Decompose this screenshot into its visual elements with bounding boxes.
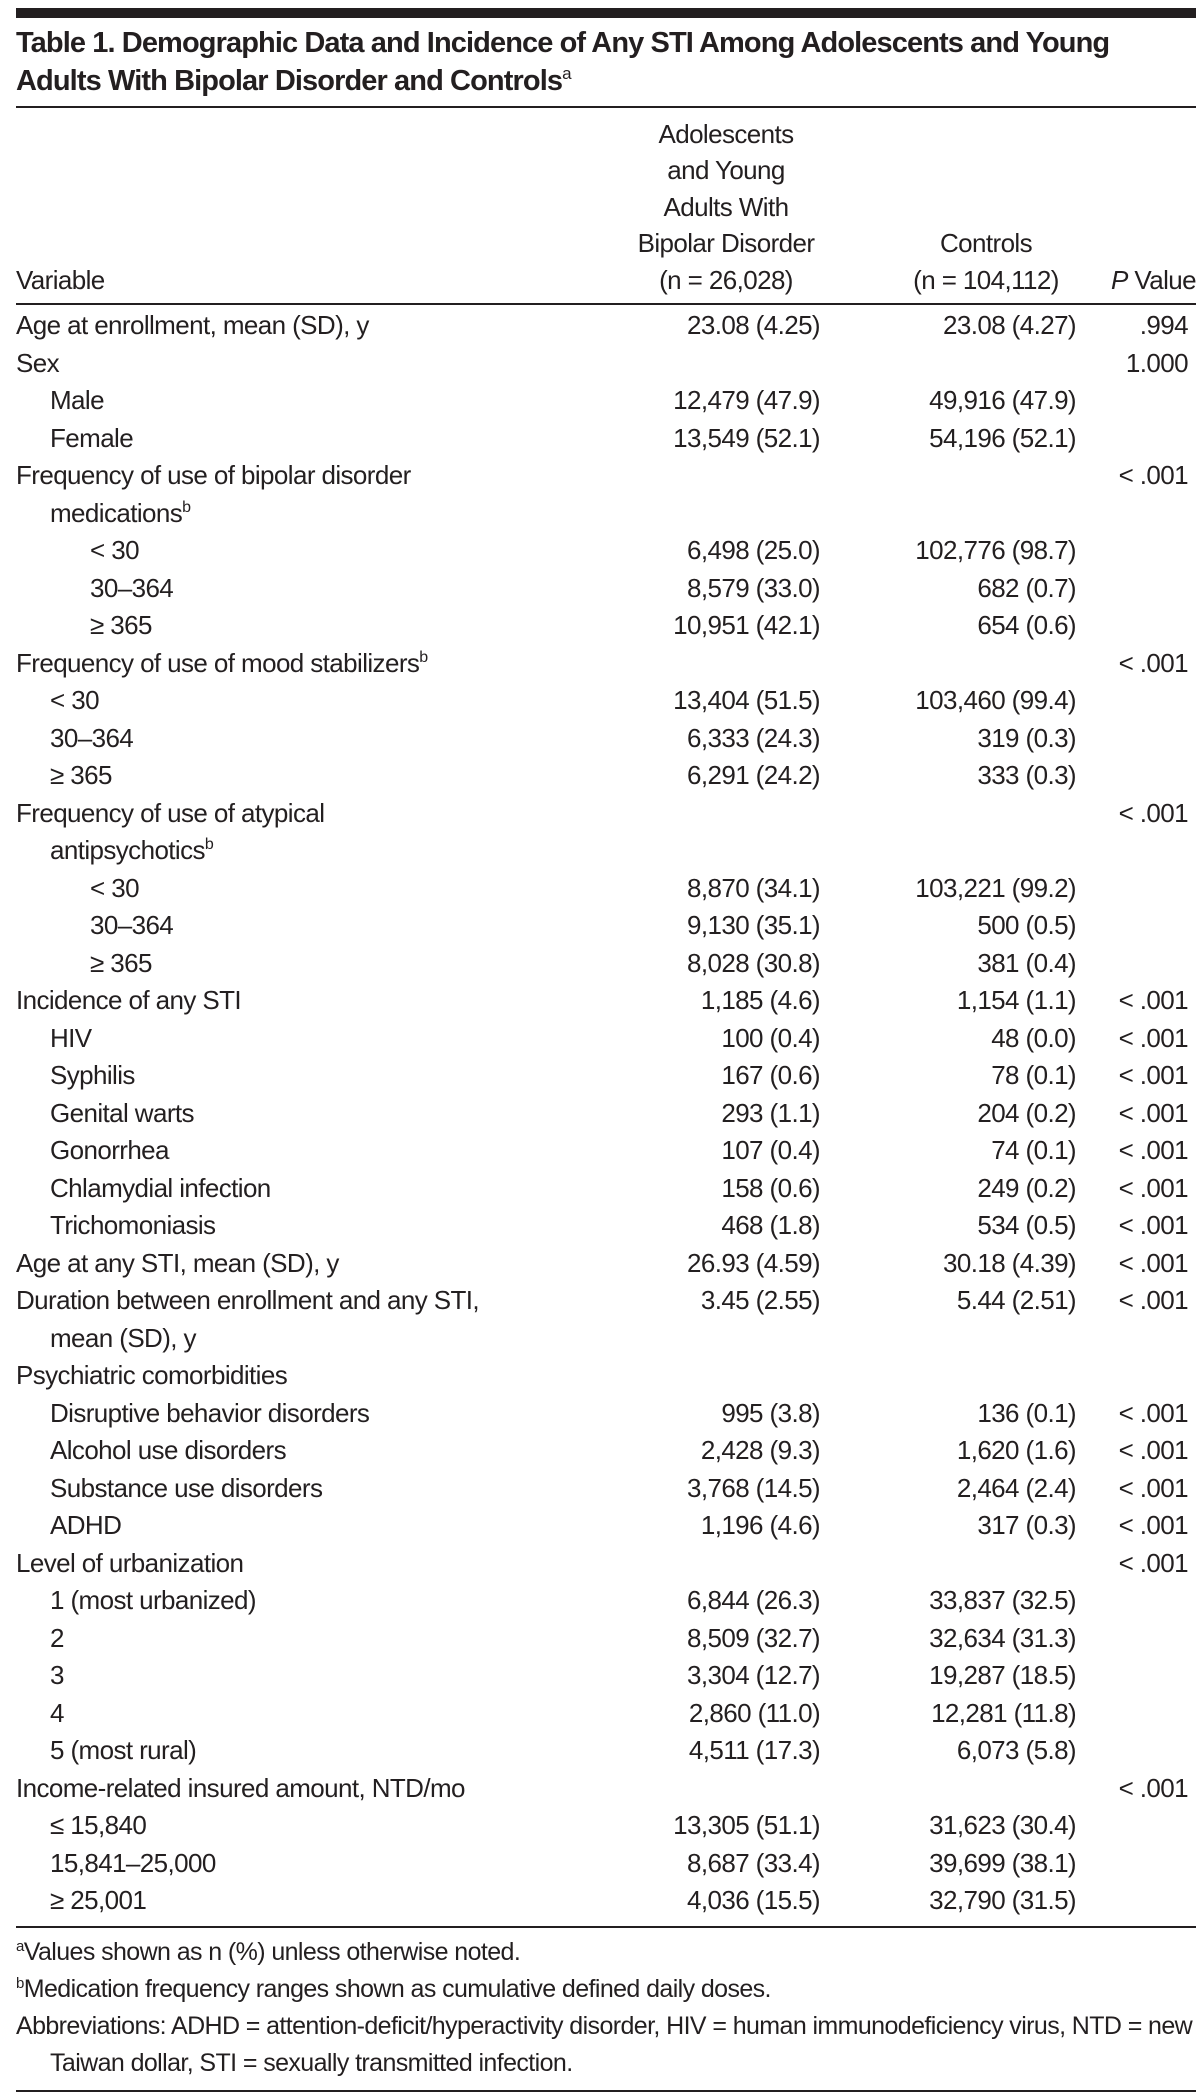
table-row	[16, 757, 1196, 795]
table-row	[16, 1395, 1196, 1433]
row-label	[16, 1507, 610, 1545]
row-label-text: 1 (most urbanized)	[50, 1585, 256, 1615]
controls-value: 1,154 (1.1)	[956, 985, 1076, 1015]
footnote-mark: b	[182, 498, 191, 516]
row-label	[16, 1432, 610, 1470]
row-label-text: Disruptive behavior disorders	[50, 1397, 370, 1428]
row-label	[16, 1020, 610, 1058]
row-label-text: Alcohol use disorders	[50, 1435, 286, 1465]
row-label-text: 5 (most rural)	[50, 1735, 197, 1765]
bipolar-value: 2,860 (11.0)	[688, 1697, 820, 1728]
table-row	[16, 1882, 1196, 1920]
header-controls	[876, 225, 1096, 298]
controls-value: 31,623 (30.4)	[929, 1810, 1076, 1840]
controls-value: 500 (0.5)	[977, 910, 1076, 940]
row-label-text: 4	[50, 1697, 64, 1728]
table-row	[16, 1845, 1196, 1883]
controls-value: 39,699 (38.1)	[929, 1847, 1076, 1878]
row-label-text: Frequency of use of mood stabilizers	[16, 647, 420, 678]
footnote-mark: a	[16, 1937, 24, 1955]
footnotes	[16, 1934, 1196, 2082]
controls-value: 317 (0.3)	[977, 1510, 1076, 1540]
controls-value: 249 (0.2)	[977, 1172, 1076, 1203]
row-label-text: 30–364	[90, 572, 174, 603]
row-label	[16, 1620, 610, 1658]
header-p-italic: P	[1111, 264, 1128, 295]
row-label-text: Age at any STI, mean (SD), y	[16, 1247, 339, 1278]
controls-value: 654 (0.6)	[977, 610, 1076, 640]
row-label-text: ≥ 365	[50, 760, 112, 790]
row-label-text: Substance use disorders	[50, 1472, 323, 1503]
table-row	[16, 1282, 1196, 1357]
p-value: < .001	[1118, 460, 1188, 490]
controls-value: 6,073 (5.8)	[956, 1735, 1076, 1765]
header-variable: Variable	[16, 264, 105, 295]
table-row	[16, 1470, 1196, 1508]
controls-value: 333 (0.3)	[977, 760, 1076, 790]
title-rule	[16, 106, 1196, 108]
row-label-text: Female	[50, 422, 134, 453]
top-bar	[16, 8, 1196, 18]
row-label	[16, 1882, 610, 1920]
row-label-text: < 30	[50, 685, 99, 715]
controls-value: 48 (0.0)	[991, 1022, 1076, 1053]
row-label	[16, 1095, 610, 1133]
row-label	[16, 1057, 610, 1095]
row-label	[16, 1695, 610, 1733]
table-row	[16, 1020, 1196, 1058]
row-label-text: ADHD	[50, 1510, 122, 1540]
bipolar-value: 2,428 (9.3)	[700, 1435, 820, 1465]
row-label	[16, 1207, 610, 1245]
table-row	[16, 1357, 1196, 1395]
table-row	[16, 1807, 1196, 1845]
row-label	[16, 1245, 576, 1283]
table-row	[16, 607, 1196, 645]
p-value: 1.000	[1125, 347, 1188, 378]
bipolar-value: 4,511 (17.3)	[688, 1735, 820, 1765]
controls-value: 682 (0.7)	[977, 572, 1076, 603]
bipolar-value: 158 (0.6)	[721, 1172, 820, 1203]
bipolar-value: 3,768 (14.5)	[686, 1472, 820, 1503]
footnote-mark: b	[419, 648, 428, 666]
p-value: < .001	[1118, 1435, 1188, 1465]
row-label-text: mean (SD), y	[50, 1322, 196, 1353]
table-row	[16, 907, 1196, 945]
row-label	[16, 1545, 576, 1583]
row-label	[16, 1470, 610, 1508]
bipolar-value: 8,687 (33.4)	[686, 1847, 820, 1878]
row-label	[16, 345, 576, 383]
row-label-text: Income-related insured amount, NTD/mo	[16, 1772, 465, 1803]
bipolar-value: 468 (1.8)	[721, 1210, 820, 1240]
table-body	[16, 307, 1196, 1920]
header-bipolar	[596, 116, 856, 299]
bipolar-value: 26.93 (4.59)	[686, 1247, 820, 1278]
bipolar-value: 9,130 (35.1)	[686, 910, 820, 940]
controls-value: 74 (0.1)	[991, 1135, 1076, 1165]
p-value: < .001	[1118, 647, 1188, 678]
row-label-text: Chlamydial infection	[50, 1172, 271, 1203]
row-label-text: medications	[50, 497, 183, 528]
bipolar-value: 6,291 (24.2)	[686, 760, 820, 790]
table-row	[16, 1132, 1196, 1170]
table-row	[16, 682, 1196, 720]
table-row	[16, 1507, 1196, 1545]
row-label	[16, 720, 610, 758]
row-label	[16, 1845, 610, 1883]
row-label-text: 3	[50, 1660, 64, 1690]
table-row	[16, 1770, 1196, 1808]
bipolar-value: 107 (0.4)	[721, 1135, 820, 1165]
bipolar-value: 3,304 (12.7)	[686, 1660, 820, 1690]
controls-value: 1,620 (1.6)	[956, 1435, 1076, 1465]
controls-value: 136 (0.1)	[977, 1397, 1076, 1428]
bipolar-value: 6,333 (24.3)	[686, 722, 820, 753]
row-label-text: Trichomoniasis	[50, 1210, 216, 1240]
bipolar-value: 8,579 (33.0)	[686, 572, 820, 603]
row-label-continuation	[16, 495, 576, 533]
controls-value: 49,916 (47.9)	[929, 385, 1076, 415]
footnote-mark: b	[204, 836, 214, 854]
row-label-text: ≥ 365	[90, 610, 152, 640]
row-label	[16, 307, 576, 345]
p-value: < .001	[1118, 1097, 1188, 1128]
table-row	[16, 307, 1196, 345]
table-row	[16, 1432, 1196, 1470]
row-label	[16, 757, 610, 795]
bipolar-value: 8,870 (34.1)	[686, 872, 820, 903]
row-label-text: Syphilis	[50, 1060, 135, 1090]
p-value: < .001	[1118, 797, 1188, 828]
row-label-text: Incidence of any STI	[16, 985, 242, 1015]
table-row	[16, 1620, 1196, 1658]
row-label	[16, 1582, 610, 1620]
table-row	[16, 1732, 1196, 1770]
row-label-text: 2	[50, 1622, 64, 1653]
footnote-text: Medication frequency ranges shown as cumulative defined daily doses.	[23, 1975, 771, 2003]
row-label	[16, 1395, 610, 1433]
row-label	[16, 907, 650, 945]
controls-value: 54,196 (52.1)	[929, 422, 1076, 453]
row-label-text: Age at enrollment, mean (SD), y	[16, 310, 369, 340]
controls-value: 102,776 (98.7)	[915, 535, 1076, 565]
p-value: < .001	[1118, 1135, 1188, 1165]
header-line: (n = 26,028)	[659, 264, 793, 295]
row-label	[16, 682, 610, 720]
p-value: < .001	[1118, 1060, 1188, 1090]
controls-value: 2,464 (2.4)	[956, 1472, 1076, 1503]
row-label-continuation	[16, 832, 576, 870]
table-row	[16, 720, 1196, 758]
row-label-text: 30–364	[90, 910, 174, 940]
table-row	[16, 457, 1196, 532]
table-row	[16, 382, 1196, 420]
table-title	[16, 24, 1196, 100]
p-value: .994	[1139, 310, 1188, 340]
row-label-text: Gonorrhea	[50, 1135, 169, 1165]
row-label-text: antipsychotics	[50, 835, 205, 865]
table-row	[16, 1657, 1196, 1695]
p-value: < .001	[1118, 1247, 1188, 1278]
bipolar-value: 12,479 (47.9)	[673, 385, 820, 415]
p-value: < .001	[1118, 1472, 1188, 1503]
table-row	[16, 645, 1196, 683]
bipolar-value: 1,185 (4.6)	[700, 985, 820, 1015]
footnote-a	[16, 1934, 1196, 1971]
row-label-text: ≥ 25,001	[50, 1885, 147, 1915]
footnote-text: Values shown as n (%) unless otherwise noted.	[23, 1938, 521, 1966]
table-row	[16, 1207, 1196, 1245]
table-header	[16, 116, 1196, 302]
header-line: Controls	[939, 228, 1032, 258]
table-row	[16, 345, 1196, 383]
table-row	[16, 1582, 1196, 1620]
p-value: < .001	[1118, 985, 1188, 1015]
title-footnote-mark: a	[562, 64, 571, 84]
table-row	[16, 982, 1196, 1020]
p-value: < .001	[1118, 1172, 1188, 1203]
controls-value: 534 (0.5)	[977, 1210, 1076, 1240]
controls-value: 23.08 (4.27)	[942, 310, 1076, 340]
p-value: < .001	[1118, 1547, 1188, 1578]
row-label	[16, 645, 576, 683]
row-label	[16, 795, 576, 870]
header-line: Adults With	[663, 191, 789, 222]
controls-value: 30.18 (4.39)	[942, 1247, 1076, 1278]
bipolar-value: 167 (0.6)	[721, 1060, 820, 1090]
row-label-text: Frequency of use of bipolar disorder	[16, 460, 411, 490]
bipolar-value: 13,305 (51.1)	[673, 1810, 820, 1840]
header-line: Bipolar Disorder	[637, 228, 815, 258]
bipolar-value: 8,028 (30.8)	[686, 947, 820, 978]
bipolar-value: 3.45 (2.55)	[700, 1285, 820, 1315]
row-label-text: HIV	[50, 1022, 92, 1053]
bipolar-value: 6,844 (26.3)	[686, 1585, 820, 1615]
header-line: (n = 104,112)	[913, 264, 1059, 295]
row-label	[16, 945, 650, 983]
bipolar-value: 4,036 (15.5)	[686, 1885, 820, 1915]
row-label	[16, 457, 576, 532]
row-label-text: Psychiatric comorbidities	[16, 1360, 288, 1390]
bipolar-value: 23.08 (4.25)	[686, 310, 820, 340]
p-value: < .001	[1118, 1397, 1188, 1428]
row-label-text: Male	[50, 385, 104, 415]
row-label-continuation	[16, 1320, 576, 1358]
row-label-text: ≥ 365	[90, 947, 152, 978]
header-line: Adolescents	[658, 118, 794, 149]
header-p-value	[1111, 262, 1196, 299]
p-value: < .001	[1118, 1510, 1188, 1540]
p-value: < .001	[1118, 1210, 1188, 1240]
row-label	[16, 570, 650, 608]
p-value: < .001	[1118, 1022, 1188, 1053]
row-label	[16, 607, 650, 645]
table-row	[16, 1545, 1196, 1583]
bipolar-value: 8,509 (32.7)	[686, 1622, 820, 1653]
row-label	[16, 1770, 576, 1808]
table-row	[16, 1695, 1196, 1733]
row-label-text: 30–364	[50, 722, 134, 753]
header-rule	[16, 303, 1196, 305]
controls-value: 33,837 (32.5)	[929, 1585, 1076, 1615]
row-label	[16, 982, 576, 1020]
row-label-text: Level of urbanization	[16, 1547, 244, 1578]
row-label	[16, 870, 650, 908]
controls-value: 381 (0.4)	[977, 947, 1076, 978]
title-text: Table 1. Demographic Data and Incidence of Any STI Among Adolescents and Young Adults With Bipolar Disorder and Controls	[16, 27, 1110, 97]
p-value: < .001	[1118, 1285, 1188, 1315]
row-label	[16, 1807, 610, 1845]
table-row	[16, 420, 1196, 458]
row-label-text: < 30	[90, 535, 139, 565]
row-label-text: ≤ 15,840	[50, 1810, 147, 1840]
table-row	[16, 1170, 1196, 1208]
controls-value: 78 (0.1)	[991, 1060, 1076, 1090]
row-label-text: < 30	[90, 872, 139, 903]
table-row	[16, 870, 1196, 908]
row-label	[16, 420, 610, 458]
bipolar-value: 293 (1.1)	[721, 1097, 820, 1128]
p-value: < .001	[1118, 1772, 1188, 1803]
row-label	[16, 382, 610, 420]
row-label-text: 15,841–25,000	[50, 1847, 216, 1878]
table-row	[16, 570, 1196, 608]
controls-value: 103,221 (99.2)	[915, 872, 1076, 903]
table-row	[16, 795, 1196, 870]
row-label-text: Frequency of use of atypical	[16, 797, 325, 828]
header-p-rest: Value	[1127, 264, 1196, 295]
row-label	[16, 1170, 610, 1208]
footnote-b	[16, 1971, 1196, 2008]
bipolar-value: 6,498 (25.0)	[686, 535, 820, 565]
controls-value: 12,281 (11.8)	[931, 1697, 1076, 1728]
row-label	[16, 1132, 610, 1170]
footnote-mark: b	[16, 1974, 24, 1992]
controls-value: 319 (0.3)	[977, 722, 1076, 753]
bipolar-value: 13,549 (52.1)	[673, 422, 820, 453]
bipolar-value: 10,951 (42.1)	[673, 610, 820, 640]
bipolar-value: 995 (3.8)	[721, 1397, 820, 1428]
abbreviations: Abbreviations: ADHD = attention-deficit/hyperactivity disorder, HIV = human immunodeficiency virus, NTD = new Taiwan dollar, STI = sexually transmitted infection.	[16, 2012, 1193, 2077]
row-label	[16, 532, 650, 570]
row-label-text: Duration between enrollment and any STI,	[16, 1285, 480, 1315]
controls-value: 204 (0.2)	[977, 1097, 1076, 1128]
controls-value: 19,287 (18.5)	[929, 1660, 1076, 1690]
controls-value: 5.44 (2.51)	[956, 1285, 1076, 1315]
bipolar-value: 13,404 (51.5)	[673, 685, 820, 715]
table-row	[16, 1245, 1196, 1283]
row-label	[16, 1657, 610, 1695]
table-row	[16, 945, 1196, 983]
controls-value: 32,634 (31.3)	[929, 1622, 1076, 1653]
bipolar-value: 1,196 (4.6)	[700, 1510, 820, 1540]
table-row	[16, 1057, 1196, 1095]
controls-value: 103,460 (99.4)	[915, 685, 1076, 715]
row-label	[16, 1732, 610, 1770]
row-label-text: Genital warts	[50, 1097, 194, 1128]
row-label	[16, 1282, 576, 1357]
controls-value: 32,790 (31.5)	[929, 1885, 1076, 1915]
row-label-text: Sex	[16, 347, 60, 378]
table-row	[16, 532, 1196, 570]
bipolar-value: 100 (0.4)	[721, 1022, 820, 1053]
table-row	[16, 1095, 1196, 1133]
table-bottom-rule	[16, 1926, 1196, 1928]
header-line: and Young	[667, 155, 785, 185]
row-label	[16, 1357, 576, 1395]
